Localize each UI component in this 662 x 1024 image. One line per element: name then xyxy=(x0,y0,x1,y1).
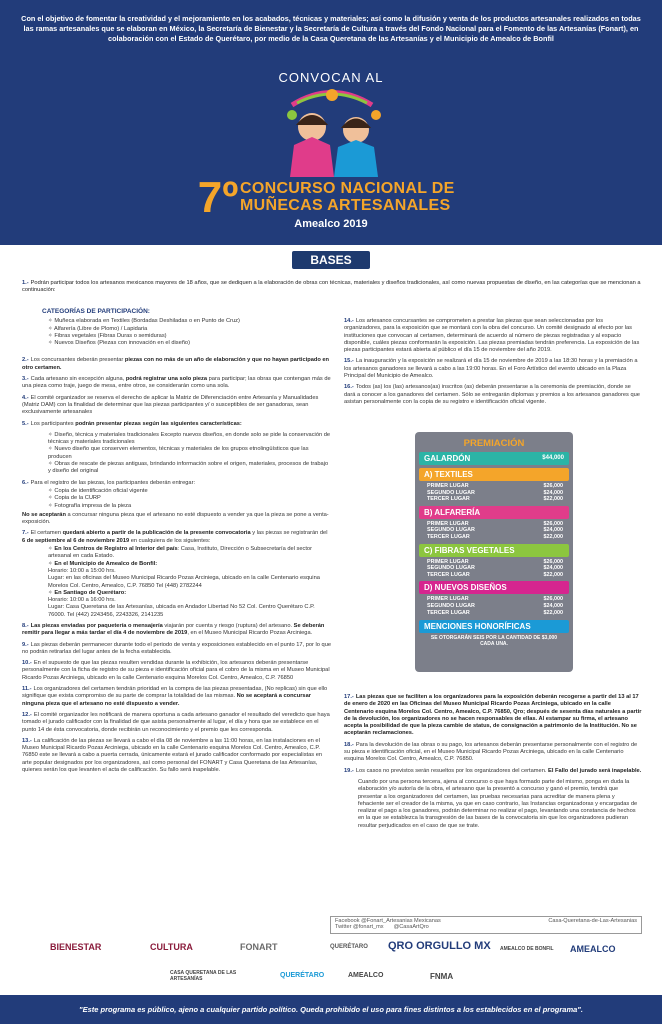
prize-category-rows xyxy=(427,596,563,616)
contest-title-line-2: MUÑECAS ARTESANALES xyxy=(240,197,451,214)
contest-title-line-1: CONCURSO NACIONAL DE xyxy=(240,180,455,197)
paragraph-8: 8.- Las piezas enviadas por paquetería o mensajería viajarán por cuenta y riesgo (ruptura) del artesano. Se deberán remitir para llegar a más tardar el día 4 de noviembre de 2019, en el Museo Municipal Ricardo Pozas Arciniega. xyxy=(22,622,325,637)
right-column-bottom xyxy=(344,694,642,834)
hero-banner xyxy=(0,0,662,245)
prize-row xyxy=(427,483,563,490)
prize-category-header: D) NUEVOS DISEÑOS xyxy=(419,581,569,594)
left-column xyxy=(22,302,332,778)
prize-place: PRIMER LUGAR xyxy=(427,558,469,565)
prize-row xyxy=(427,572,563,579)
social-links xyxy=(330,916,642,934)
prize-row xyxy=(427,603,563,610)
prize-place: SEGUNDO LUGAR xyxy=(427,602,475,609)
logo-qro-orgullo: QRO ORGULLO MX xyxy=(388,940,491,952)
logo-amealco: AMEALCO xyxy=(570,944,616,954)
logo-bienestar: BIENESTAR xyxy=(50,942,102,952)
logo-casa-queretana: CASA QUERETANA DE LAS ARTESANÍAS xyxy=(170,970,237,982)
paragraph-20: Cuando por una persona tercera, ajena al concurso o que haya formado parte del mismo, ponga en duda la elaboración y/o autoría de la obra, el artesano que la presentó a concurso y ganó el premio, tendrá que presentar a los organizadores del certamen, las pruebas necesarias para acreditar de manera plena y fehaciente ser el creador de la misma, ya que en caso contrario, las Instancias organizadoras y encargadas de realizar el pago a los ganadores, podrán determinar no realizar el pago, levantando una constancia de hechos en la que se establezca la transgresión de las bases de la convocatoria sin que los organizadores pudieran resultar perjudicados en el caso de que se trate. xyxy=(358,778,638,829)
paragraph-13: 13.- La calificación de las piezas se llevará a cabo el día 08 de noviembre a las 11:00 horas, en las instalaciones en el Museo Municipal Ricardo Pozas Arciniega, ubicado en la calle Centenario esquina Morelos Col. Centro, Amealco, C.P. 76850 este se llevará a cabo a puerta cerrada, únicamente estará el jurado calificador conformado por especialistas en arte popular designados por los organizadores, así como personal del FONART y Casa Queretana de las Artesanías, quienes serán los que levanten el acta de calificación. Su fallo será inapelable. xyxy=(22,737,323,774)
paragraph-15: 15.- La inauguración y la exposición se realizará el día 15 de noviembre de 2019 a las 18:30 horas y la premiación a los artesanos ganadores se llevará a cabo a las 19:00 horas. En el Foro Artístico del evento ubicado en la Plaza Principal del Municipio de Amealco. xyxy=(344,358,638,380)
paragraph-19: 19.- Los casos no previstos serán resueltos por los organizadores del certamen. El Fallo del jurado será inapelable. xyxy=(344,767,642,774)
prize-amount: $22,000 xyxy=(543,609,563,616)
prize-title: PREMIACIÓN xyxy=(463,438,525,449)
prize-amount: $26,000 xyxy=(543,558,563,565)
paragraph-14: 14.- Los artesanos concursantes se comprometen a prestar las piezas que sean seleccionadas por los organizadores, para la exposición que se montará con la obra del concurso. Un comité designado al efecto por las instituciones que convocan al certamen, determinará de acuerdo al número de piezas registradas y al espacio disponible, cuáles piezas conformarán la exposición. Las piezas premiadas tendrán preferencia. La exposición de las piezas participantes estará abierta al público el día 15 de noviembre del año 2019. xyxy=(344,318,640,354)
facebook-link-2[interactable]: Casa-Queretana-de-Las-Artesanias xyxy=(548,918,637,924)
paragraph-18: 18.- Para la devolución de las obras o su pago, los artesanos deberán presentarse personalmente con el registro de su pieza e identificación oficial, en el Museo Municipal Ricardo Pozas Arciniega, ubicado en la calle Centenario esquina Morelos Col. Centro, Amealco, C.P. 76850. xyxy=(344,741,638,763)
paragraph-3: 3.- Cada artesano sin excepción alguna, podrá registrar una solo pieza para participar; las obras que contengan más de una pieza como traje, juego de mesa, entre otros, se considerarán como una sola. xyxy=(22,376,331,390)
prize-place: PRIMER LUGAR xyxy=(427,520,469,527)
category-list xyxy=(48,318,332,347)
prize-amount: $24,000 xyxy=(543,489,563,496)
prize-category-rows xyxy=(427,521,563,541)
prize-category-rows xyxy=(427,483,563,503)
paragraph-6-note: No se aceptarán a concursar ninguna pieza que el artesano no esté dispuesto a vender ya que la pieza se pone a venta-exposición. xyxy=(22,511,329,526)
prize-category-header: B) ALFARERÍA xyxy=(419,506,569,519)
intro-text: Con el objetivo de fomentar la creatividad y el mejoramiento en los acabados, técnicas y materiales; así como la difusión y venta de los productos artesanales realizados en todas las ramas artesanales que se elaboran en México, la Secretaría de Bienestar y la Secretaría de Cultura a través del Fondo Nacional para el Fomento de las Artesanías (Fonart), en colaboración con el Estado de Querétaro, por medio de la Casa Queretana de las Artesanías y el Municipio de Amealco de Bonfil xyxy=(21,14,641,44)
prize-row xyxy=(427,490,563,497)
paragraph-9: 9.- Las piezas deberán permanecer durante todo el periodo de venta y exposiciones establecido en el punto 17, por lo que no podrán retirarlas del lugar antes de la fecha establecida. xyxy=(22,641,332,655)
prize-place: TERCER LUGAR xyxy=(427,496,470,503)
contest-year: Amealco 2019 xyxy=(294,218,368,230)
prize-place: SEGUNDO LUGAR xyxy=(427,489,475,496)
paragraph-2: 2.- Los concursantes deberán presentar piezas con no más de un año de elaboración y que no hayan participado en otro certamen. xyxy=(22,357,330,371)
logo-fnma: FNMA xyxy=(430,972,454,981)
right-column-top xyxy=(344,318,642,410)
prize-honor: MENCIONES HONORÍFICAS xyxy=(419,620,569,633)
prize-place: TERCER LUGAR xyxy=(427,533,470,540)
logo-fonart: FONART xyxy=(240,942,278,952)
prize-place: PRIMER LUGAR xyxy=(427,483,469,489)
prize-categories xyxy=(415,468,573,616)
prize-amount: $26,000 xyxy=(543,520,563,527)
prize-amount: $22,000 xyxy=(543,571,563,578)
prize-row xyxy=(427,596,563,603)
prize-row xyxy=(427,559,563,566)
logo-cultura: CULTURA xyxy=(150,942,193,952)
prize-place: TERCER LUGAR xyxy=(427,609,470,616)
prize-place: PRIMER LUGAR xyxy=(427,596,469,603)
prize-galardon: GALARDÓN $44,000 xyxy=(419,452,569,465)
prize-amount: $26,000 xyxy=(543,596,563,603)
prize-amount: $22,000 xyxy=(543,533,563,540)
prize-amount: $24,000 xyxy=(543,527,563,534)
convocan-heading: CONVOCAN AL xyxy=(278,70,384,85)
contest-title xyxy=(240,180,455,214)
prize-amount: $26,000 xyxy=(543,483,563,489)
paragraph-5: 5.- Los participantes podrán presentar piezas según las siguientes características: xyxy=(22,420,242,427)
prize-row xyxy=(427,527,563,534)
prize-row xyxy=(427,565,563,572)
paragraph-10: 10.- En el supuesto de que las piezas resulten vendidas durante la exhibición, los artesanos deberán presentarse personalmente con la ficha de registro de su pieza e identificación oficial para el cobro de la misma en el Museo Municipal Ricardo Pozas Arciniega, ubicado en la calle Centenario esquina Morelos Col. Centro, Amealco, C.P. 76850 xyxy=(22,660,330,681)
prize-place: SEGUNDO LUGAR xyxy=(427,527,475,534)
prize-amount: $22,000 xyxy=(543,496,563,503)
prize-amount: $24,000 xyxy=(543,602,563,609)
paragraph-1: 1.- Podrán participar todos los artesanos mexicanos mayores de 18 años, que se dediquen a la elaboración de obras con técnicas, materiales y diseños tradicionales, así como nuevas propuestas de diseño, en las categorías que se mencionan a continuación: xyxy=(22,280,641,294)
categories-title: CATEGORÍAS DE PARTICIPACIÓN: xyxy=(42,308,150,315)
registration-places: ✧ En los Centros de Registro al Interior del país: Casa, Instituto, Dirección o Subsecretaría del sector artesanal en cada Estado. ✧ En el Municipio de Amealco de Bonfil: Horario: 10:00 a 15:00 hrs. Lugar: en las oficinas del Museo Municipal Ricardo Pozas Arciniega, ubicado en la calle Centenario esquina Morelos Col. Centro, Amealco, C.P. 76850 Tel (448) 2782244 ✧ En Santiago de Querétaro: Horario: 10:00 a 16:00 hrs. Lugar: Casa Queretana de las Artesanías, ubicada en Andador Libertad No 52 Col. Centro Querétaro C.P. 76000. Tel (442) 2243456, 2243326, 2141235 xyxy=(48,546,320,618)
paragraph-16: 16.- Todos (as) los (las) artesanos(as) inscritos (as) deberán presentarse a la ceremonia de premiación, donde se dará a conocer a los ganadores del certamen. Sólo se entregarán diplomas y premios a los artesanos ganadores que asistan personalmente con la copia de su registro e identificación oficial vigente. xyxy=(344,384,640,405)
prize-honor-note: SE OTORGARÁN SEIS POR LA CANTIDAD DE $3,000 CADA UNA. xyxy=(430,635,558,648)
category-item: ✧ Alfarería (Libre de Plomo) / Lapidaria xyxy=(48,325,148,332)
twitter-link-2[interactable]: @CasaArtQro xyxy=(393,924,429,930)
prize-category-header: A) TEXTILES xyxy=(419,468,569,481)
category-item: ✧ Nuevos Diseños (Piezas con innovación en el diseño) xyxy=(48,340,190,347)
prize-place: TERCER LUGAR xyxy=(427,571,470,578)
logo-queretaro-2: QUERÉTARO xyxy=(280,972,325,979)
prize-row xyxy=(427,610,563,617)
prize-category-rows xyxy=(427,559,563,579)
dolls-illustration-icon xyxy=(252,85,412,180)
category-item: ✧ Fibras vegetales (Fibras Duras o semiduras) xyxy=(48,332,167,339)
twitter-link[interactable]: Twitter @fonart_mx xyxy=(335,924,384,930)
prize-row xyxy=(427,521,563,528)
category-item: ✧ Muñeca elaborada en Textiles (Bordadas Deshiladas o en Punto de Cruz) xyxy=(48,318,240,325)
logo-amealco-bonfil: AMEALCO DE BONFIL xyxy=(500,946,554,952)
paragraph-11: 11.- Los organizadores del certamen tendrán prioridad en la compra de las piezas presentadas, (No replicas) sin que ello signifique que exista compromiso de su parte de comprar la totalidad de las mismas. No se aceptará a concursar ninguna pieza que el artesano no esté dispuesto a vender. xyxy=(22,686,328,707)
facebook-link[interactable]: Facebook @Fonart_Artesanias Mexicanas xyxy=(335,918,441,924)
footer-disclaimer: "Este programa es público, ajeno a cualquier partido político. Queda prohibido el uso para fines distintos a los establecidos en el programa". xyxy=(0,995,662,1024)
prize-category-header: C) FIBRAS VEGETALES xyxy=(419,544,569,557)
documents-list: ✧ Copia de identificación oficial vigente ✧ Copia de la CURP ✧ Fotografía impresa de la pieza xyxy=(48,487,148,509)
prize-place: SEGUNDO LUGAR xyxy=(427,565,475,572)
logo-amealco-2: AMEALCO xyxy=(348,972,384,979)
prize-amount: $24,000 xyxy=(543,565,563,572)
prize-row xyxy=(427,496,563,503)
characteristics-list: ✧ Diseño, técnica y materiales tradicionales Excepto nuevos diseños, en donde solo se pide la conservación de técnicas y materiales tradicionales ✧ Nuevo diseño que conserven elementos, técnicas y materiales de los grupos etnolingüísticos que las producen ✧ Obras de rescate de piezas antiguas, brindando información sobre el origen, materiales, procesos de trabajo y diseño del original xyxy=(48,431,331,475)
paragraph-4: 4.- El comité organizador se reserva el derecho de aplicar la Matriz de Diferenciación entre Artesanía y Manualidades (Matriz DAM) con la finalidad de determinar que las piezas participantes y/ o susceptibles de ser ganadoras, sean exclusivamente artesanales xyxy=(22,394,319,416)
prize-row xyxy=(427,534,563,541)
paragraph-6: 6.- Para el registro de las piezas, los participantes deberán entregar: xyxy=(22,479,196,486)
sponsor-logos xyxy=(30,936,632,992)
contest-number: 7º xyxy=(197,173,239,222)
logo-queretaro: QUERÉTARO xyxy=(330,944,368,950)
paragraph-7: 7.- El certamen quedará abierto a partir de la publicación de la presente convocatoria y las piezas se registrarán del 6 de septiembre al 6 de noviembre 2019 en cualquiera de los siguientes: xyxy=(22,530,328,544)
paragraph-12: 12.- El comité organizador les notificará de manera oportuna a cada artesano ganador el resultado del veredicto que haya tomado el jurado calificador con la finalidad de que asista personalmente al lugar, el día y hora que se establece en el punto 14 de ésta convocatoria, donde recibirán un reconocimiento y el premio que les corresponda. xyxy=(22,711,330,733)
bases-label: BASES xyxy=(292,251,370,269)
paragraph-17: 17.- Las piezas que se faciliten a los organizadores para la exposición deberán recogerse a partir del 13 al 17 de enero de 2020 en las Oficinas del Museo Municipal Ricardo Pozas Arciniega, ubicado en la calle Centenario esquina Morelos Col. Centro, Amealco, C.P. 76850, Qro; después de sesenta días naturales a partir de la devolución, los organizadores no se hacen responsables de ellas. Al estampar su firma, el artesano acepta la posibilidad de que la pieza cambie de status, de consignación a patrimonio de la Institución. No se aceptarán reclamaciones. xyxy=(344,694,642,737)
prize-box xyxy=(415,432,573,672)
